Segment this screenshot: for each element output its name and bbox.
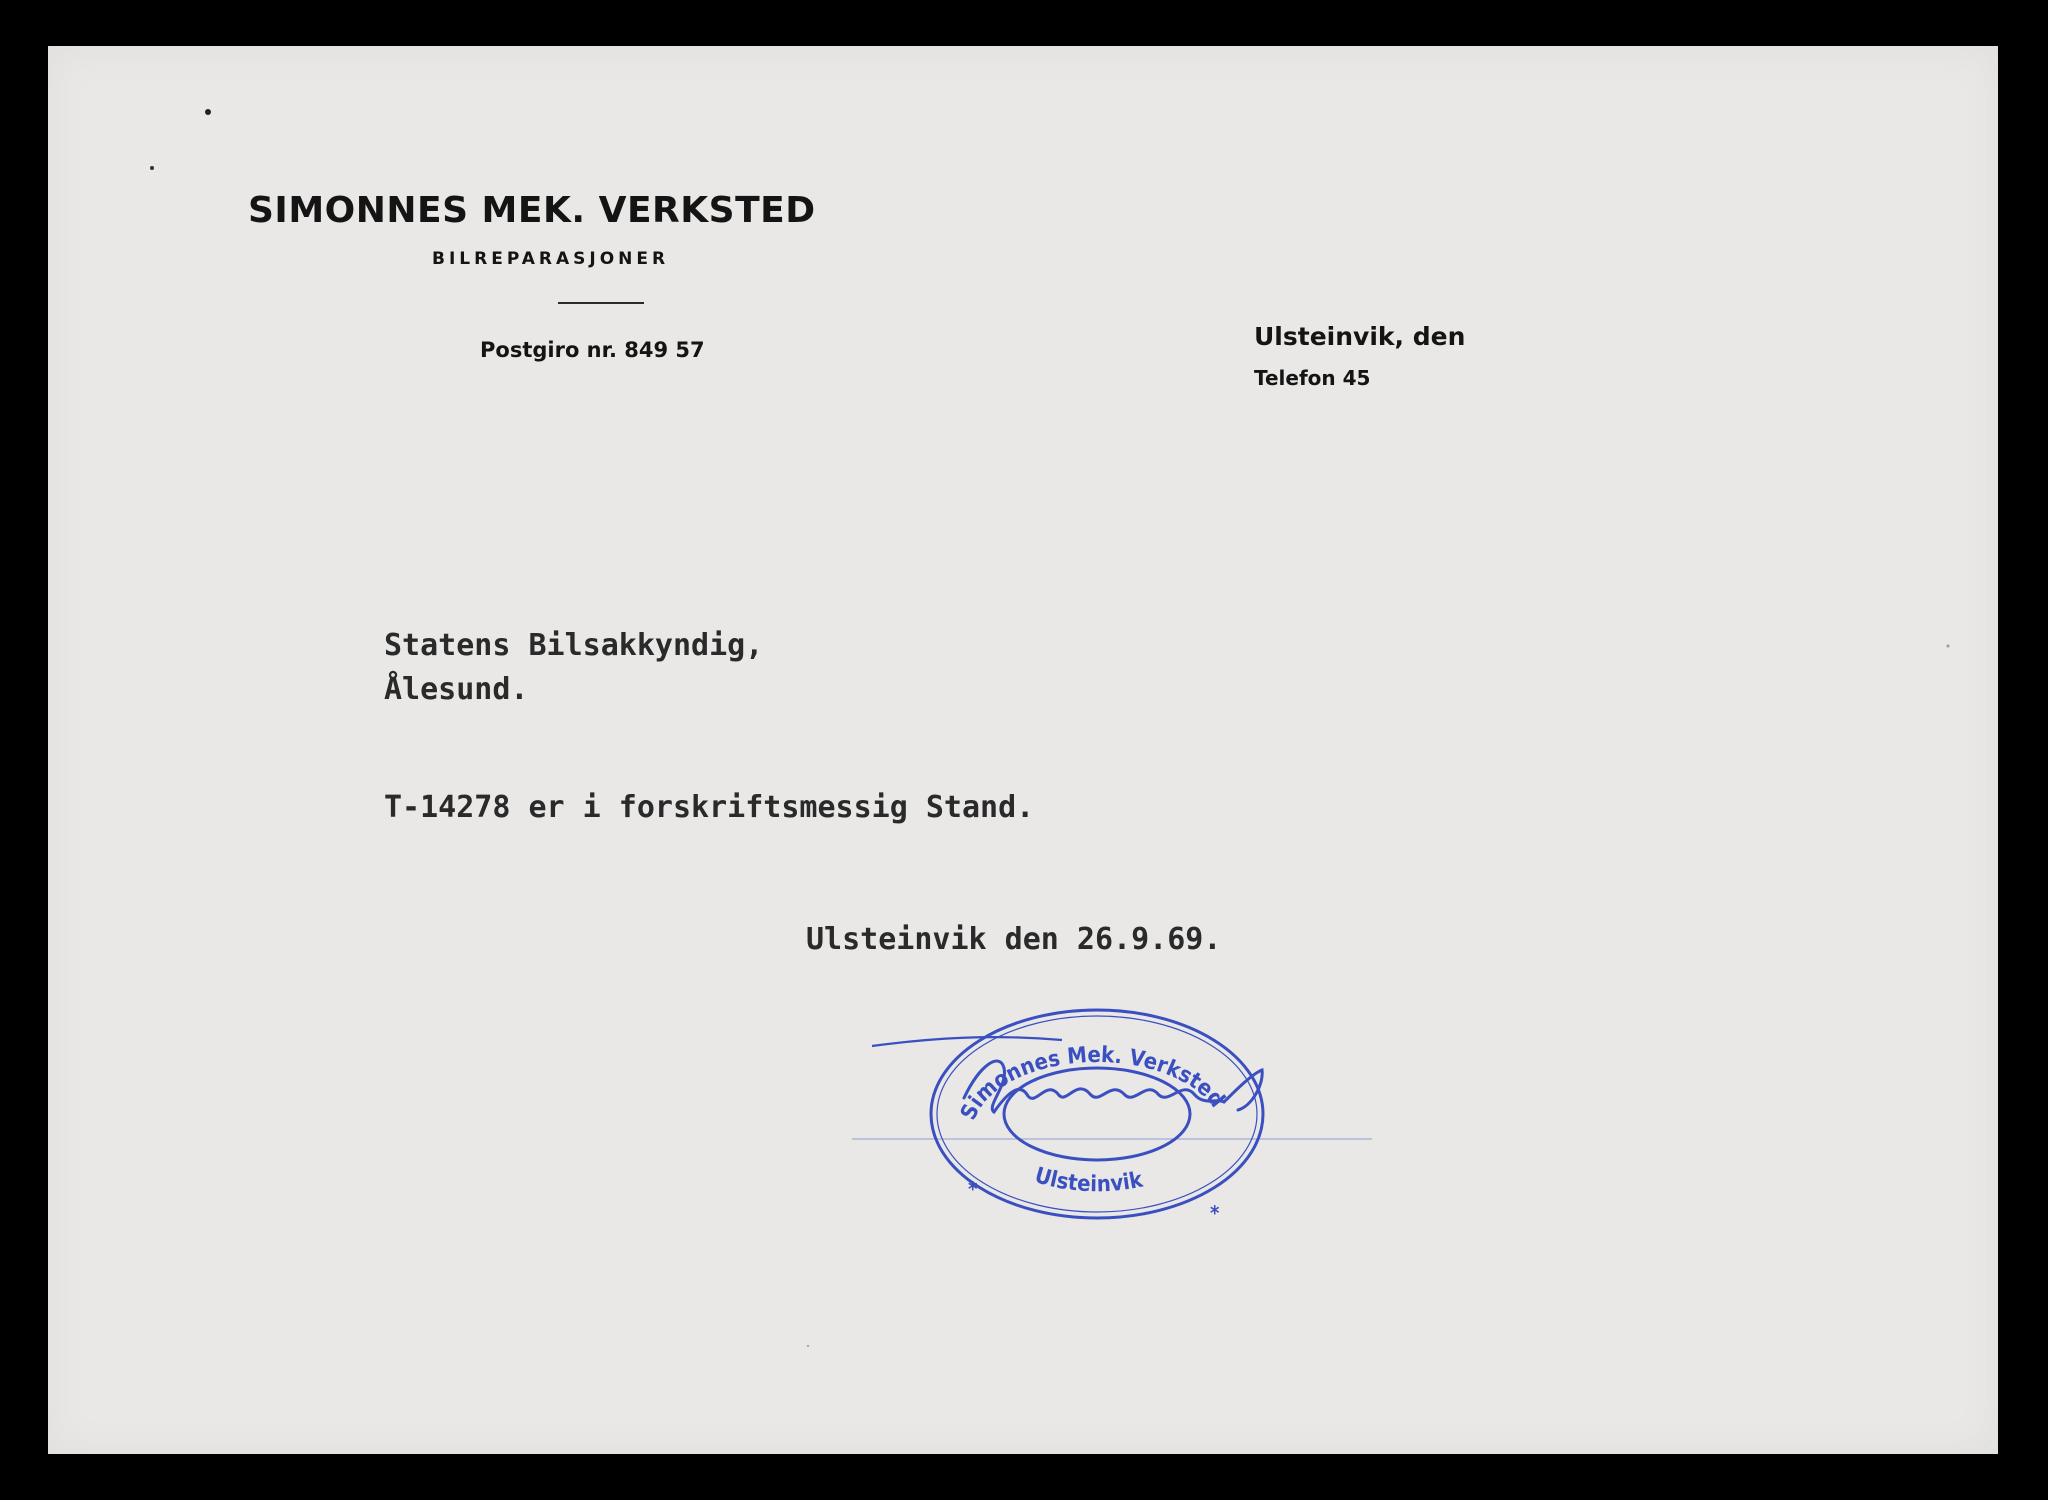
company-stamp-with-signature xyxy=(852,994,1412,1234)
telephone-number: Telefon 45 xyxy=(1254,366,1371,390)
svg-text:Ulsteinvik xyxy=(1032,1163,1146,1197)
stamp-asterisk-left: * xyxy=(968,1177,978,1201)
recipient-name: Statens Bilsakkyndig, xyxy=(384,628,764,663)
letterhead-divider xyxy=(558,302,644,304)
place-date-header: Ulsteinvik, den xyxy=(1254,322,1466,351)
postgiro-number: Postgiro nr. 849 57 xyxy=(480,338,705,362)
company-subtitle: BILREPARASJONER xyxy=(432,249,670,269)
stamp-top-text: Simonnes Mek. Verksted xyxy=(956,1042,1230,1124)
stamp-asterisk-right: * xyxy=(1210,1201,1220,1225)
svg-text:Simonnes Mek. Verksted xyxy=(956,1043,1229,1124)
paper-specks xyxy=(48,46,1998,1454)
body-statement: T-14278 er i forskriftsmessig Stand. xyxy=(384,790,1035,825)
recipient-city: Ålesund. xyxy=(384,672,529,707)
signoff-date: Ulsteinvik den 26.9.69. xyxy=(806,922,1222,957)
letter-paper xyxy=(48,46,1998,1454)
stamp-bottom-text: Ulsteinvik xyxy=(1031,1163,1145,1198)
company-name: SIMONNES MEK. VERKSTED xyxy=(248,190,816,231)
